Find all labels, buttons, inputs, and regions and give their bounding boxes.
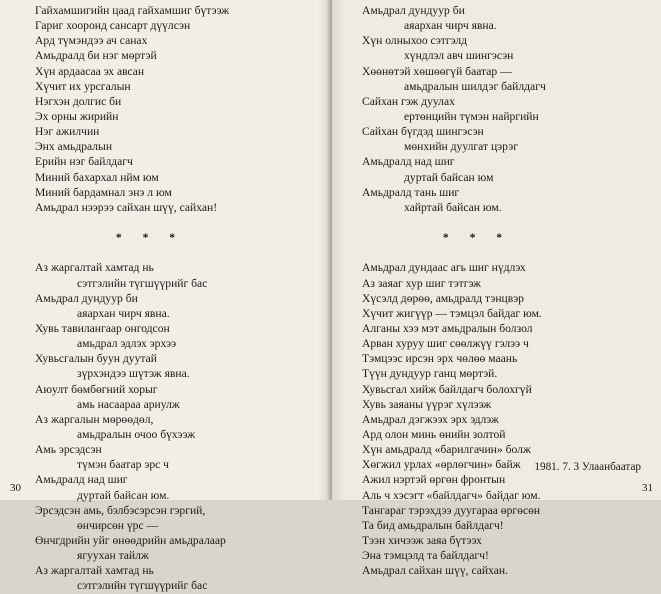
poem-line: Хувь тавилангаар онгодсон [35, 321, 170, 335]
poem-line: Тэмцээс ирсэн эрх чөлөө маань [362, 352, 518, 366]
poem-line: Алганы хээ мэт амьдралын болзол [362, 321, 533, 335]
poem-line: Амьдралд би нэг мөртэй [35, 49, 157, 63]
poem-line: Амьдрал нээрээ сайхан шүү, сайхан! [35, 200, 218, 214]
poem-line: ертөнцийн түмэн найргийн [404, 109, 539, 123]
poem-line: Амьдрал сайхан шүү, сайхан. [362, 564, 509, 578]
poem-line: Амьдрал дэгжээх эрх эдлэж [362, 412, 499, 426]
poem-line: өнчирсөн үрс — [77, 518, 159, 532]
poem-line: Ард түмэндээ ач санах [35, 34, 148, 48]
poem-line: дуртай байсан юм. [77, 488, 170, 502]
left-page-number: 30 [10, 482, 21, 494]
poem-line: Сайхан гэж дуулах [362, 94, 455, 108]
poem-line: Хүн олныхоо сэтгэлд [362, 34, 468, 48]
poem-line: Хүн амьдралд «барилгачин» болж [362, 443, 531, 457]
poem-line: Түүн дундуур ганц мөртэй. [362, 367, 498, 381]
poem-line: Хувьсгалын буун дуутай [35, 352, 157, 366]
poem-line: сэтгэлийн түгшүүрийг бас [77, 276, 208, 290]
poem-line: аяархан чирч явна. [77, 306, 170, 320]
poem-line: Амьдрал дундуур би [362, 4, 465, 17]
poem-line: Арван хуруу шиг сөөлжүү гэлээ ч [362, 337, 529, 351]
poem-line: Миний бардамнал энэ л юм [35, 185, 172, 199]
stanza-separator: * * * [442, 231, 512, 245]
poem-line: Хүсэлд дөрөө, амьдралд тэнцвэр [362, 291, 524, 305]
left-page [0, 0, 329, 593]
poem-line: Хувь заяаны үүрэг хүлээж [362, 397, 492, 411]
poem-line: Нэгхэн долгис би [35, 94, 122, 108]
poem-line: Амьдрал дундаас агь шиг нүдлэх [362, 261, 526, 275]
right-page-number: 31 [642, 482, 653, 494]
poem-line: Эх орны жирийн [35, 109, 119, 123]
poem-line: Тээн хичээж заяа бүтээх [362, 533, 482, 547]
poem-line: Аль ч хэсэгт «байлдагч» байдаг юм. [362, 488, 541, 502]
poem-line: аяархан чирч явна. [404, 19, 497, 33]
poem-line: Аюулт бөмбөгний хорыг [35, 382, 158, 396]
date-place-note: 1981. 7. 3 Улаанбаатар [534, 461, 641, 473]
poem-line: амьдралын шилдэг байлдагч [404, 79, 546, 93]
poem-line: Өнчгдрийн уйг өнөөдрийн амьдралаар [35, 533, 226, 547]
poem-line: Ард олон минь өнийн золтой [362, 427, 506, 441]
poem-line: Аз заяаг хур шиг тэтгэж [362, 276, 482, 290]
poem-line: Сайхан бүгдэд шингэсэн [362, 125, 484, 139]
poem-line: Аз жаргалын мөрөөдөл, [35, 412, 154, 426]
page-shadow [332, 0, 344, 500]
poem-line: амь насаараа ариулж [77, 397, 180, 411]
poem-line: амьдрал эдлэх эрхээ [77, 337, 177, 351]
poem-line: Хүн ардаасаа эх авсан [35, 64, 145, 78]
poem-line: Амьдралд над шиг [35, 473, 128, 487]
poem-line: Ажил нэртэй өргөн фронтын [362, 473, 506, 487]
right-page [332, 0, 661, 578]
poem-line: Гариг хооронд сансарт дүүлсэн [35, 19, 191, 33]
poem-line [35, 245, 265, 260]
poem-line: Амьдралд тань шиг [362, 185, 460, 199]
poem-line: хайртай байсан юм. [404, 200, 502, 214]
poem-line: Аз жаргалтай хамтад нь [35, 564, 154, 578]
poem-line: Та бид амьдралын байлдагч! [362, 518, 504, 532]
poem-line: Тангараг тэрэхдээ дуугараа өргөсөн [362, 503, 541, 517]
poem-line: Ерийн нэг байлдагч [35, 155, 133, 169]
poem-line [35, 215, 265, 230]
poem-line [362, 215, 592, 230]
poem-line: сэтгэлийн түгшүүрийг бас [77, 579, 208, 593]
left-page-text [35, 3, 265, 593]
poem-line: Энх амьдралын [35, 140, 113, 154]
poem-line: Миний бахархал нйм юм [35, 170, 159, 184]
poem-line: ягуухан тайлж [77, 549, 149, 563]
poem-line: мөнхийн дуулгат цэрэг [404, 140, 518, 154]
poem-line: Амьдралд над шиг [362, 155, 455, 169]
poem-line: Аз жаргалтай хамтад нь [35, 261, 154, 275]
poem-line: Хүчит жигүүр — тэмцэл байдаг юм. [362, 306, 542, 320]
stanza-separator: * * * [115, 231, 185, 245]
poem-line: Нэг ажилчин [35, 125, 100, 139]
poem-line: Хүчит их урсгалын [35, 79, 131, 93]
poem-line: Хувьсгал хийж байлдагч болохгүй [362, 382, 532, 396]
poem-line: түмэн баатар эрс ч [77, 458, 170, 472]
poem-line: хүндлэл авч шингэсэн [404, 49, 514, 63]
poem-line: Амь эрсэдсэн [35, 443, 102, 457]
poem-line: Хөгжил урлах «өрлөгчин» байж [362, 458, 521, 472]
poem-line: Амьдрал дундуур би [35, 291, 138, 305]
poem-line: Эрсэдсэн амь, бэлбэсэрсэн гэргий, [35, 503, 206, 517]
right-page-text [362, 3, 592, 578]
poem-line: дуртай байсан юм [404, 170, 494, 184]
poem-line: Хөөнөтэй хөшөөгүй баатар — [362, 64, 512, 78]
poem-line: Эна тэмцэлд та байлдагч! [362, 549, 489, 563]
poem-line [362, 245, 592, 260]
poem-line: зүрхэндээ шүтэж явна. [77, 367, 190, 381]
poem-line: амьдралын очоо бүхээж [77, 427, 196, 441]
poem-line: Гайхамшигийн цаад гайхамшиг бүтээж [35, 4, 230, 17]
